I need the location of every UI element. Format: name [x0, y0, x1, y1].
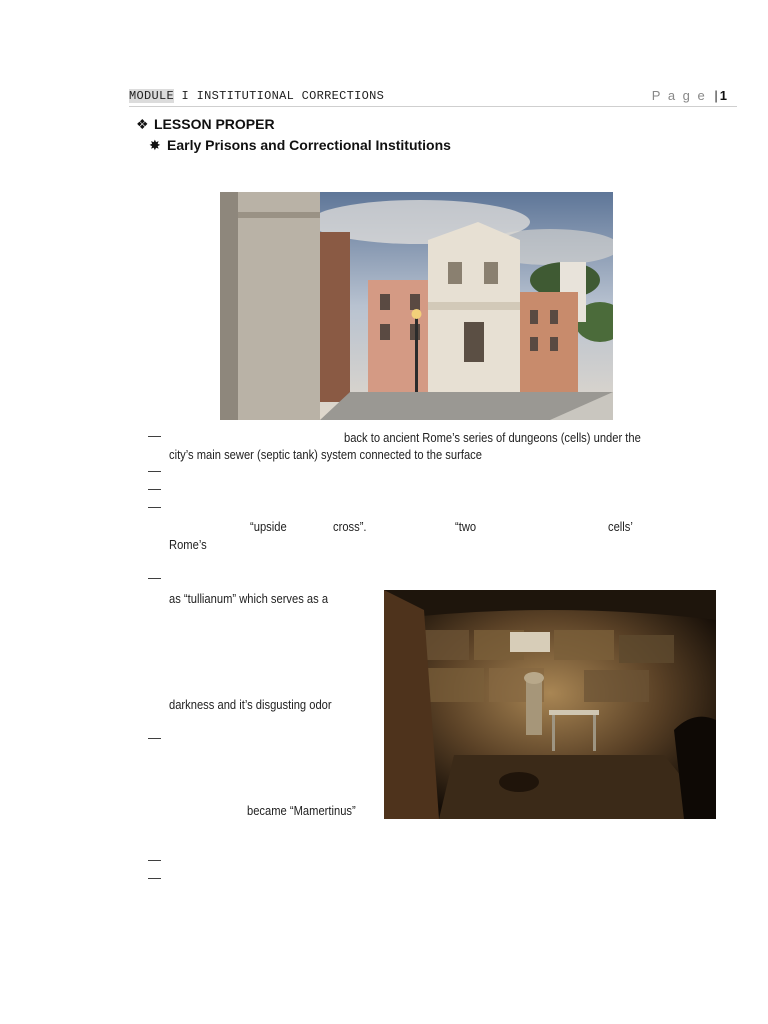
- dash-bullet: —: [148, 570, 161, 585]
- page-separator: |: [714, 88, 718, 103]
- page-number: 1: [719, 88, 727, 103]
- page-indicator: [652, 88, 727, 103]
- lesson-heading: [136, 116, 275, 133]
- darkness-line: darkness and it’s disgusting odor: [169, 697, 332, 712]
- page-label: P a g e: [651, 88, 707, 103]
- church-photo: [220, 192, 613, 420]
- diamond-bullet-icon: ❖: [136, 116, 149, 132]
- dash-bullet: —: [148, 428, 161, 443]
- paragraph-line: back to ancient Rome’s series of dungeons (cells) under the: [344, 430, 641, 445]
- word-two: “two: [455, 519, 477, 534]
- module-label: MODULE: [129, 89, 175, 103]
- mamertinus-line: became “Mamertinus”: [247, 803, 356, 818]
- dungeon-photo: [384, 590, 716, 819]
- dash-bullet: —: [148, 852, 161, 867]
- dash-bullet: —: [148, 499, 161, 514]
- star-bullet-icon: ✸: [149, 137, 161, 153]
- lesson-heading-text: LESSON PROPER: [154, 116, 275, 132]
- word-upside: “upside: [250, 519, 287, 534]
- header-rule: [129, 106, 737, 107]
- dash-bullet: —: [148, 730, 161, 745]
- topic-heading: [149, 137, 451, 154]
- header-separator: I: [181, 89, 190, 103]
- course-title: INSTITUTIONAL CORRECTIONS: [196, 89, 385, 103]
- word-romes: Rome’s: [169, 537, 207, 552]
- tullianum-line: as “tullianum” which serves as a: [169, 591, 329, 606]
- header-left: [129, 89, 384, 103]
- word-cells: cells’: [608, 519, 633, 534]
- dash-bullet: —: [148, 463, 161, 478]
- dash-bullet: —: [148, 481, 161, 496]
- word-cross: cross”.: [333, 519, 367, 534]
- dash-bullet: —: [148, 870, 161, 885]
- topic-heading-text: Early Prisons and Correctional Institutions: [167, 137, 451, 153]
- paragraph-line: city’s main sewer (septic tank) system connected to the surface: [169, 447, 482, 462]
